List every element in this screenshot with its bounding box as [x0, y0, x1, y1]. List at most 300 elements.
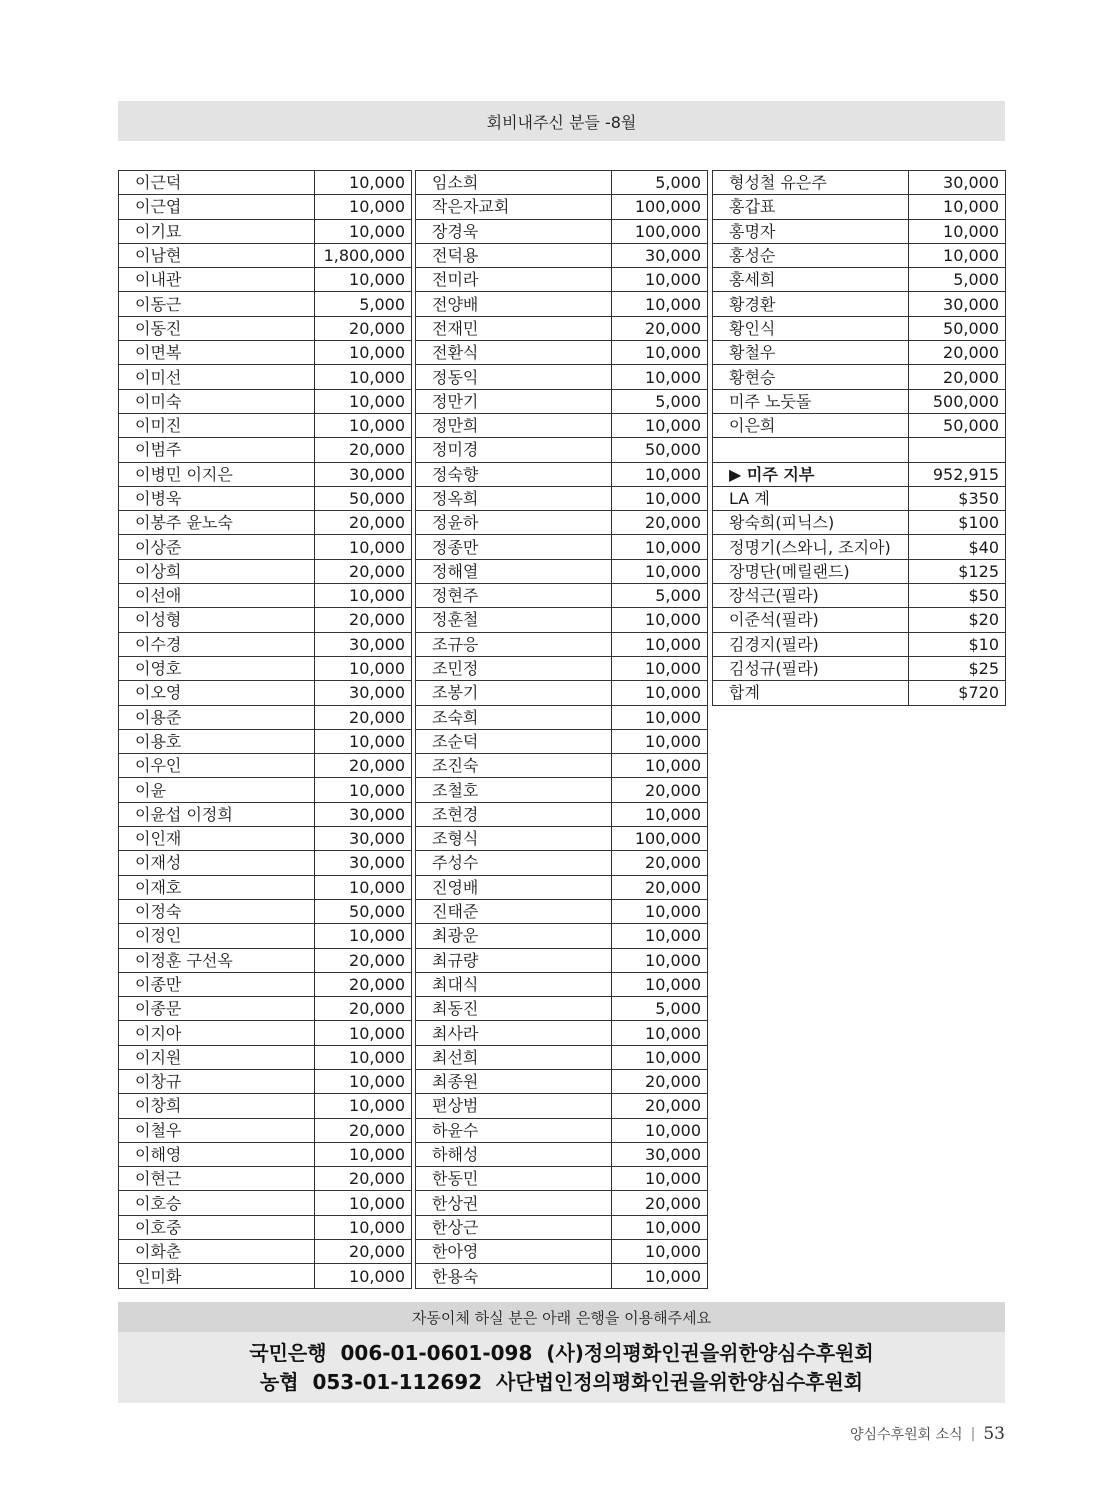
table-row: [119, 778, 412, 802]
donation-amount: 10,000: [315, 729, 412, 753]
donor-name: 김경지(필라): [713, 632, 909, 656]
donor-name: 이재호: [119, 875, 315, 899]
donor-name: 이지원: [119, 1045, 315, 1069]
donation-amount: [909, 438, 1006, 462]
bank-account-box: [118, 1332, 1005, 1403]
donation-amount: 10,000: [315, 924, 412, 948]
donation-amount: 10,000: [315, 875, 412, 899]
table-row: [713, 365, 1006, 389]
donation-amount: 10,000: [612, 802, 708, 826]
donor-name: 이미숙: [119, 389, 315, 413]
donor-name: 미주 노둣돌: [713, 389, 909, 413]
donor-name: 이종문: [119, 997, 315, 1021]
donation-amount: 10,000: [612, 1118, 708, 1142]
donation-amount: 10,000: [612, 681, 708, 705]
donor-table-3: [712, 170, 1006, 706]
donation-amount: 10,000: [612, 754, 708, 778]
donor-name: 이종만: [119, 972, 315, 996]
donor-name: 이인재: [119, 827, 315, 851]
donation-amount: 10,000: [315, 1191, 412, 1215]
donation-amount: $50: [909, 584, 1006, 608]
donation-amount: 30,000: [909, 171, 1006, 195]
donation-amount: 20,000: [315, 1240, 412, 1264]
donation-amount: 10,000: [612, 365, 708, 389]
donation-amount: 10,000: [612, 1045, 708, 1069]
donation-amount: $100: [909, 511, 1006, 535]
donor-name: 한상권: [416, 1191, 612, 1215]
table-row: [416, 243, 708, 267]
donation-amount: 30,000: [315, 802, 412, 826]
donor-name: 이미진: [119, 413, 315, 437]
donor-name: 정명기(스와니, 조지아): [713, 535, 909, 559]
table-row: [416, 681, 708, 705]
table-row: [713, 559, 1006, 583]
donor-name: 조철호: [416, 778, 612, 802]
donation-amount: 10,000: [315, 413, 412, 437]
table-row: [119, 1094, 412, 1118]
donation-amount: 50,000: [315, 899, 412, 923]
donation-amount: 10,000: [315, 365, 412, 389]
donation-amount: 50,000: [612, 438, 708, 462]
table-row: [713, 341, 1006, 365]
donor-name: 홍갑표: [713, 195, 909, 219]
donation-amount: 10,000: [612, 413, 708, 437]
donation-amount: 10,000: [315, 341, 412, 365]
donation-amount: 10,000: [612, 1021, 708, 1045]
donor-name: 정숙향: [416, 462, 612, 486]
table-row: [119, 195, 412, 219]
bank-line-nonghyup: 농협 053-01-112692 사단법인정의평화인권을위한양심수후원회: [259, 1369, 864, 1394]
donation-amount: 30,000: [315, 462, 412, 486]
donation-amount: 100,000: [612, 195, 708, 219]
table-row: [416, 195, 708, 219]
donor-name: 정만기: [416, 389, 612, 413]
donor-name: 이용호: [119, 729, 315, 753]
donation-amount: 50,000: [909, 316, 1006, 340]
table-row: [119, 486, 412, 510]
table-row: [119, 1118, 412, 1142]
donor-name: 최사라: [416, 1021, 612, 1045]
donation-amount: 20,000: [315, 754, 412, 778]
donor-name: 형성철 유은주: [713, 171, 909, 195]
table-row: [119, 632, 412, 656]
donation-amount: 10,000: [612, 1240, 708, 1264]
table-row: [416, 1142, 708, 1166]
table-row: [119, 972, 412, 996]
table-row: [416, 341, 708, 365]
table-row: [119, 802, 412, 826]
donor-name: 주성수: [416, 851, 612, 875]
donation-amount: 20,000: [612, 316, 708, 340]
donation-amount: 10,000: [612, 948, 708, 972]
donation-amount: 5,000: [612, 171, 708, 195]
page-title: 회비내주신 분들 -8월: [486, 112, 637, 132]
table-row: [119, 535, 412, 559]
donor-table-2: [415, 170, 708, 1289]
table-row: [416, 608, 708, 632]
donor-name: 이성형: [119, 608, 315, 632]
donation-amount: 10,000: [315, 1021, 412, 1045]
donor-name: 이상희: [119, 559, 315, 583]
table-row: [119, 559, 412, 583]
donation-amount: 10,000: [612, 292, 708, 316]
table-row: [416, 365, 708, 389]
donation-amount: 20,000: [315, 948, 412, 972]
table-row: [416, 802, 708, 826]
notice-text: 자동이체 하실 분은 아래 은행을 이용해주세요: [411, 1308, 712, 1327]
table-row: [416, 924, 708, 948]
table-row: [416, 1167, 708, 1191]
donation-amount: 10,000: [315, 1069, 412, 1093]
donor-name: 이화춘: [119, 1240, 315, 1264]
table-row: [119, 729, 412, 753]
donation-amount: 5,000: [909, 268, 1006, 292]
donation-amount: 10,000: [315, 535, 412, 559]
table-row: [416, 1215, 708, 1239]
table-row: [119, 365, 412, 389]
table-row: [713, 486, 1006, 510]
table-row: [119, 705, 412, 729]
donation-amount: 10,000: [612, 656, 708, 680]
donation-amount: 10,000: [315, 389, 412, 413]
donation-amount: 10,000: [612, 899, 708, 923]
table-row: [416, 1094, 708, 1118]
donor-name: 홍세희: [713, 268, 909, 292]
donation-amount: 20,000: [315, 608, 412, 632]
donation-amount: 10,000: [315, 778, 412, 802]
table-row: [119, 899, 412, 923]
donor-name: 이창희: [119, 1094, 315, 1118]
table-row: [416, 559, 708, 583]
table-row: [713, 656, 1006, 680]
donation-amount: 952,915: [909, 462, 1006, 486]
donor-name: 홍명자: [713, 219, 909, 243]
donor-name: 이준석(필라): [713, 608, 909, 632]
donation-amount: 10,000: [612, 341, 708, 365]
donor-name: 이면복: [119, 341, 315, 365]
table-row: [713, 219, 1006, 243]
donation-amount: 10,000: [315, 1264, 412, 1288]
table-row: [713, 438, 1006, 462]
table-row: [119, 413, 412, 437]
donation-amount: 20,000: [315, 1167, 412, 1191]
donor-name: 이호승: [119, 1191, 315, 1215]
donor-name: 이정숙: [119, 899, 315, 923]
donation-amount: 10,000: [612, 268, 708, 292]
donor-name: 합계: [713, 681, 909, 705]
donor-name: 이용준: [119, 705, 315, 729]
donation-amount: $10: [909, 632, 1006, 656]
donation-amount: 10,000: [315, 1094, 412, 1118]
table-row: [713, 316, 1006, 340]
table-row: [119, 656, 412, 680]
donor-name: 이현근: [119, 1167, 315, 1191]
donor-name: 전환식: [416, 341, 612, 365]
donation-amount: 50,000: [315, 486, 412, 510]
donor-name: 최광운: [416, 924, 612, 948]
table-row: [713, 584, 1006, 608]
donation-amount: 10,000: [612, 559, 708, 583]
donation-amount: 20,000: [612, 1094, 708, 1118]
table-row: [416, 1240, 708, 1264]
donor-name: 이봉주 윤노숙: [119, 511, 315, 535]
donor-name: ▶ 미주 지부: [713, 462, 909, 486]
donor-name: 조봉기: [416, 681, 612, 705]
table-row: [713, 268, 1006, 292]
donation-amount: 30,000: [612, 1142, 708, 1166]
table-row: [119, 389, 412, 413]
donor-name: 황인식: [713, 316, 909, 340]
table-row: [416, 827, 708, 851]
donation-amount: 5,000: [612, 997, 708, 1021]
table-row: [416, 1045, 708, 1069]
table-row: [416, 851, 708, 875]
table-row: [119, 268, 412, 292]
donation-amount: 10,000: [612, 535, 708, 559]
donation-amount: 10,000: [315, 1045, 412, 1069]
table-row: [119, 681, 412, 705]
donor-name: 장석근(필라): [713, 584, 909, 608]
donation-amount: 20,000: [315, 559, 412, 583]
table-row: [119, 1021, 412, 1045]
donor-name: 정옥희: [416, 486, 612, 510]
donor-name: 황현승: [713, 365, 909, 389]
donation-amount: 20,000: [315, 972, 412, 996]
donation-amount: 10,000: [612, 972, 708, 996]
footer-separator: |: [970, 1426, 976, 1442]
donor-name: 이해영: [119, 1142, 315, 1166]
table-row: [119, 219, 412, 243]
table-row: [416, 778, 708, 802]
donor-name: 이영호: [119, 656, 315, 680]
donation-amount: 20,000: [315, 438, 412, 462]
donation-amount: $350: [909, 486, 1006, 510]
donor-name: 진태준: [416, 899, 612, 923]
donation-amount: 20,000: [909, 341, 1006, 365]
donation-amount: 30,000: [315, 632, 412, 656]
donor-name: 최규량: [416, 948, 612, 972]
donation-amount: 10,000: [612, 486, 708, 510]
table-row: [713, 171, 1006, 195]
table-row: [119, 1167, 412, 1191]
table-row: [416, 1191, 708, 1215]
table-row: [416, 948, 708, 972]
donor-name: 전양배: [416, 292, 612, 316]
table-row: [416, 584, 708, 608]
donor-name: 이철우: [119, 1118, 315, 1142]
donation-amount: 1,800,000: [315, 243, 412, 267]
table-row: [416, 438, 708, 462]
table-row: [119, 316, 412, 340]
donation-amount: 20,000: [612, 851, 708, 875]
table-row: [416, 171, 708, 195]
donation-amount: 10,000: [909, 195, 1006, 219]
donor-name: 황철우: [713, 341, 909, 365]
table-row: [713, 413, 1006, 437]
table-row: [713, 632, 1006, 656]
donor-name: 이기묘: [119, 219, 315, 243]
donor-name: 황경환: [713, 292, 909, 316]
donation-amount: 10,000: [315, 268, 412, 292]
donation-amount: 20,000: [612, 875, 708, 899]
donation-amount: 10,000: [612, 1264, 708, 1288]
donation-amount: 500,000: [909, 389, 1006, 413]
donor-name: 전미라: [416, 268, 612, 292]
donation-amount: $25: [909, 656, 1006, 680]
donor-name: 정현주: [416, 584, 612, 608]
donation-amount: 20,000: [315, 997, 412, 1021]
donation-amount: 10,000: [612, 1167, 708, 1191]
donor-name: 김성규(필라): [713, 656, 909, 680]
table-row: [119, 341, 412, 365]
table-row: [119, 1191, 412, 1215]
table-row: [119, 948, 412, 972]
donation-amount: 20,000: [315, 705, 412, 729]
donor-name: 정미경: [416, 438, 612, 462]
donor-name: 이은희: [713, 413, 909, 437]
donation-amount: 20,000: [612, 511, 708, 535]
donor-name: 이윤: [119, 778, 315, 802]
table-row: [416, 972, 708, 996]
donor-name: 조민정: [416, 656, 612, 680]
table-row: [119, 1264, 412, 1288]
donor-name: 임소희: [416, 171, 612, 195]
donation-amount: $125: [909, 559, 1006, 583]
donor-name: 최동진: [416, 997, 612, 1021]
donor-name: 이동근: [119, 292, 315, 316]
donation-amount: 10,000: [315, 219, 412, 243]
donation-amount: 20,000: [315, 511, 412, 535]
table-row: [416, 705, 708, 729]
donor-name: 최선희: [416, 1045, 612, 1069]
donation-amount: 10,000: [612, 705, 708, 729]
auto-transfer-notice: [118, 1302, 1005, 1332]
donation-amount: 10,000: [612, 608, 708, 632]
table-row: [119, 1240, 412, 1264]
page-number: 53: [983, 1424, 1005, 1444]
table-row: [416, 899, 708, 923]
donation-amount: 20,000: [612, 1191, 708, 1215]
donor-name: 이수경: [119, 632, 315, 656]
table-row: [416, 389, 708, 413]
donation-amount: 50,000: [909, 413, 1006, 437]
table-row: [119, 292, 412, 316]
table-row: [119, 851, 412, 875]
table-row: [119, 171, 412, 195]
donation-amount: $20: [909, 608, 1006, 632]
donor-name: 하해성: [416, 1142, 612, 1166]
donor-name: 이정인: [119, 924, 315, 948]
donor-name: 조현경: [416, 802, 612, 826]
donation-amount: 10,000: [315, 1142, 412, 1166]
donor-name: 이내관: [119, 268, 315, 292]
donor-name: 전덕용: [416, 243, 612, 267]
donor-name: LA 계: [713, 486, 909, 510]
donor-name: 왕숙희(피닉스): [713, 511, 909, 535]
donation-amount: 10,000: [612, 462, 708, 486]
donor-name: 이미선: [119, 365, 315, 389]
table-row: [416, 1069, 708, 1093]
donor-name: 이범주: [119, 438, 315, 462]
table-row: [713, 195, 1006, 219]
donor-name: 전재민: [416, 316, 612, 340]
donor-name: 이근엽: [119, 195, 315, 219]
table-row: [713, 292, 1006, 316]
table-row: [416, 413, 708, 437]
table-row: [416, 316, 708, 340]
table-row: [119, 1142, 412, 1166]
table-row: [119, 438, 412, 462]
donation-amount: 10,000: [315, 584, 412, 608]
donor-name: 이윤섭 이정희: [119, 802, 315, 826]
donor-name: 한상근: [416, 1215, 612, 1239]
donor-name: 정종만: [416, 535, 612, 559]
donor-name: 정만희: [416, 413, 612, 437]
donation-amount: 5,000: [612, 584, 708, 608]
donation-amount: 100,000: [612, 219, 708, 243]
table-row: [119, 462, 412, 486]
donor-name: 조순덕: [416, 729, 612, 753]
table-row: [416, 875, 708, 899]
donor-name: 조형식: [416, 827, 612, 851]
page-title-bar: [118, 101, 1005, 141]
donation-amount: 10,000: [315, 195, 412, 219]
donation-amount: 30,000: [315, 827, 412, 851]
donation-amount: 10,000: [315, 171, 412, 195]
donation-amount: 10,000: [315, 1215, 412, 1239]
table-row: [713, 243, 1006, 267]
donor-name: 편상범: [416, 1094, 612, 1118]
donation-amount: 10,000: [612, 924, 708, 948]
table-row: [416, 729, 708, 753]
donor-name: 이병민 이지은: [119, 462, 315, 486]
donation-amount: 20,000: [612, 778, 708, 802]
donor-name: 이우인: [119, 754, 315, 778]
donor-name: 이병욱: [119, 486, 315, 510]
table-row: [119, 243, 412, 267]
donor-table-1: [118, 170, 412, 1289]
donor-name: 홍성순: [713, 243, 909, 267]
table-row: [416, 268, 708, 292]
donation-amount: 5,000: [612, 389, 708, 413]
table-row: [416, 535, 708, 559]
table-row: [119, 754, 412, 778]
table-row: [119, 511, 412, 535]
donor-name: 이동진: [119, 316, 315, 340]
donor-name: 정동익: [416, 365, 612, 389]
donation-amount: 10,000: [612, 1215, 708, 1239]
table-row: [416, 511, 708, 535]
table-row: [119, 997, 412, 1021]
donor-name: [713, 438, 909, 462]
table-row: [416, 486, 708, 510]
donor-name: 조진숙: [416, 754, 612, 778]
donor-name: 이상준: [119, 535, 315, 559]
donation-amount: 10,000: [612, 632, 708, 656]
table-row: [119, 584, 412, 608]
donation-amount: 10,000: [909, 219, 1006, 243]
donor-name: 한용숙: [416, 1264, 612, 1288]
donor-name: 하윤수: [416, 1118, 612, 1142]
table-row: [416, 754, 708, 778]
table-row: [416, 632, 708, 656]
page-footer: [850, 1424, 1005, 1444]
donation-amount: 30,000: [315, 681, 412, 705]
table-row: [119, 1069, 412, 1093]
table-row: [416, 656, 708, 680]
table-row: [713, 608, 1006, 632]
table-row: [713, 511, 1006, 535]
